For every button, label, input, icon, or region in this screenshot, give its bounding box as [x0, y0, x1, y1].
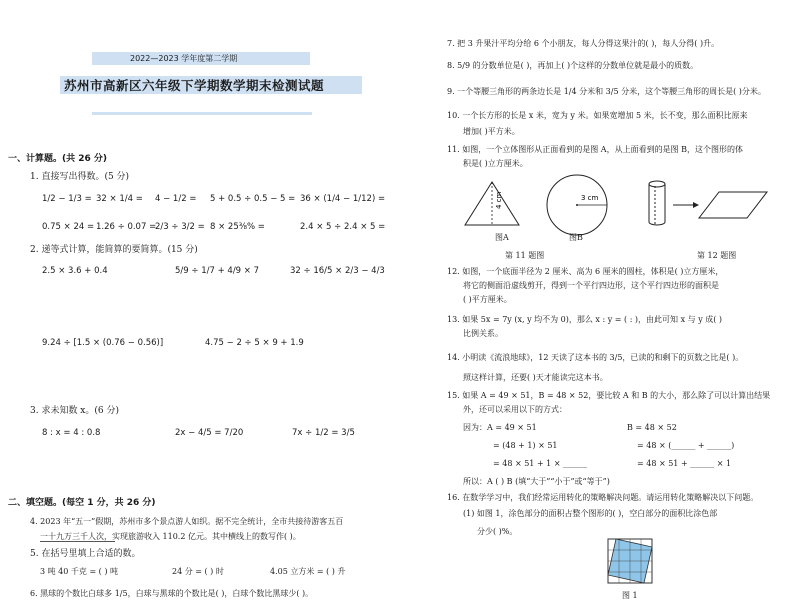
- caption-q12: 第 12 题图: [697, 251, 737, 260]
- title-underline: [92, 112, 312, 115]
- calc-expr: 5/9 ÷ 1/7 + 4/9 × 7: [175, 266, 260, 276]
- underline-number: [40, 541, 115, 542]
- caption-figure-1: 图 1: [622, 591, 638, 600]
- figure-b-radius-label: 3 cm: [581, 194, 599, 202]
- caption-q11: 第 11 题图: [505, 251, 545, 260]
- calc-item: 5 + 0.5 ÷ 0.5 − 5 =: [210, 194, 296, 204]
- term-label: 2022—2023 学年度第二学期: [130, 54, 238, 63]
- question-13-line2: 比例关系。: [463, 329, 503, 338]
- calc-item: 1.26 ÷ 0.07 =: [96, 222, 157, 232]
- question-10-line1: 10. 一个长方形的长是 x 米，宽为 y 米。如果宽增加 5 米，长不变，那么面积比原来: [447, 111, 748, 120]
- question-14-line2: 照这样计算，还要( )天才能读完这本书。: [463, 373, 608, 382]
- calc-item: 32 × 1/4 =: [96, 194, 143, 204]
- q15-a-expr: 因为：A = 49 × 51: [463, 423, 537, 432]
- equation: 7x ÷ 1/2 = 3/5: [292, 428, 355, 438]
- section-heading-calc: 一、计算题。(共 26 分): [8, 154, 108, 164]
- calc-expr: 32 ÷ 16/5 × 2/3 − 4/3: [290, 266, 385, 276]
- figure-a-triangle: [465, 182, 519, 225]
- question-15-line1: 15. 如果 A = 49 × 51，B = 48 × 52，要比较 A 和 B 的大小，那么除了可以计算出结果: [447, 391, 771, 400]
- question-8: 8. 5/9 的分数单位是( )，再加上( )个这样的分数单位就是最小的质数。: [447, 61, 699, 70]
- calc-item: 0.75 × 24 =: [42, 222, 95, 232]
- question-15-line2: 外，还可以采用以下的方式：: [463, 405, 567, 414]
- question-12-line2: 将它的侧面沿虚线剪开，得到一个平行四边形，这个平行四边形的面积是: [463, 281, 719, 290]
- calc-item: 2/3 ÷ 3/2 =: [155, 222, 205, 232]
- page-title: 苏州市高新区六年级下学期数学期末检测试题: [64, 78, 325, 93]
- calc-expr: 9.24 ÷ [1.5 × (0.76 − 0.56)]: [42, 338, 164, 348]
- question-6: 6. 黑球的个数比白球多 1/5，白球与黑球的个数比是( )，白球个数比黑球少( )。: [30, 589, 314, 598]
- question-12-line3: ( )平方厘米。: [463, 295, 512, 304]
- parallelogram-figure: [699, 192, 767, 218]
- figure-b-circle: [547, 175, 607, 235]
- q15-a-step1: = (48 + 1) × 51: [493, 441, 558, 450]
- question-2: 2. 递等式计算，能简算的要简算。(15 分): [30, 245, 198, 255]
- figure-1-square: [607, 538, 653, 584]
- section-heading-fill: 二、填空题。(每空 1 分，共 26 分): [8, 498, 156, 508]
- question-7: 7. 把 3 升果汁平均分给 6 个小朋友，每人分得这果汁的( )，每人分得( )升。: [447, 39, 720, 48]
- question-12-line1: 12. 如图，一个底面半径为 2 厘米、高为 6 厘米的圆柱，体积是( )立方厘米，: [447, 267, 724, 276]
- calc-item: 4 − 1/2 =: [155, 194, 197, 204]
- right-page: [397, 0, 794, 612]
- calc-expr: 4.75 − 2 ÷ 5 × 9 + 1.9: [205, 338, 304, 348]
- question-9: 9. 一个等腰三角形的两条边长是 1/4 分米和 3/5 分米，这个等腰三角形的周长是( )分米。: [447, 87, 766, 96]
- q5-item: 24 分 = ( ) 时: [172, 567, 224, 576]
- calc-item: 36 × (1/4 − 1/12) =: [300, 194, 386, 204]
- question-4-line1: 4. 2023 年“五一”假期，苏州市多个景点游人如织。据不完全统计，全市共接待游客五百: [30, 517, 344, 526]
- question-16-line2: (1) 如图 1，涂色部分的面积占整个图形的( )，空白部分的面积比涂色部: [463, 509, 718, 518]
- q15-a-step2: = 48 × 51 + 1 × ______: [493, 459, 588, 468]
- question-14-line1: 14. 小明读《流浪地球》，12 天读了这本书的 3/5，已读的和剩下的页数之比是( )。: [447, 353, 744, 362]
- figure-a-height-label: 4 cm: [495, 191, 503, 209]
- question-11-line1: 11. 如图，一个立体图形从正面看到的是图 A，从上面看到的是图 B，这个图形的体: [447, 145, 744, 154]
- question-11-line2: 积是( )立方厘米。: [463, 159, 528, 168]
- caption-fig-a: 图A: [495, 233, 509, 242]
- question-1: 1. 直接写出得数。(5 分): [30, 172, 130, 182]
- q15-b-step1: = 48 × (______ + ______): [637, 441, 735, 450]
- question-5: 5. 在括号里填上合适的数。: [30, 549, 141, 559]
- q5-item: 3 吨 40 千克 = ( ) 吨: [40, 567, 119, 576]
- arrow-icon: [673, 202, 699, 208]
- question-16-line3: 分少( )%。: [477, 527, 518, 536]
- figures-11-12: [457, 170, 787, 260]
- question-4-line2: 一十九万三千人次，实现旅游收入 110.2 亿元。其中横线上的数写作( )。: [40, 532, 301, 541]
- q15-conclusion: 所以：A ( ) B (填“大于”“小于”或“等于”): [463, 477, 610, 486]
- calc-item: 1/2 − 1/3 =: [42, 194, 92, 204]
- q5-item: 4.05 立方米 = ( ) 升: [270, 567, 346, 576]
- calc-expr: 2.5 × 3.6 + 0.4: [42, 266, 108, 276]
- question-3: 3. 求未知数 x。(6 分): [30, 406, 119, 416]
- question-16-line1: 16. 在数学学习中，我们经常运用转化的策略解决问题。请运用转化策略解决以下问题。: [447, 493, 759, 502]
- equation: 8 : x = 4 : 0.8: [42, 428, 101, 438]
- question-13-line1: 13. 如果 5x = 7y (x, y 均不为 0)，那么 x : y = ( : )，由此可知 x 与 y 成( ): [447, 315, 723, 324]
- q15-b-step2: = 48 × 51 + ______ × 1: [637, 459, 732, 468]
- calc-item: 8 × 25⅜% =: [210, 222, 265, 232]
- equation: 2x − 4/5 = 7/20: [175, 428, 244, 438]
- question-10-line2: 增加( )平方米。: [463, 127, 520, 136]
- q15-b-expr: B = 48 × 52: [627, 423, 677, 432]
- caption-fig-b: 图B: [569, 233, 583, 242]
- calc-item: 2.4 × 5 ÷ 2.4 × 5 =: [300, 222, 386, 232]
- cylinder-figure: [649, 181, 665, 225]
